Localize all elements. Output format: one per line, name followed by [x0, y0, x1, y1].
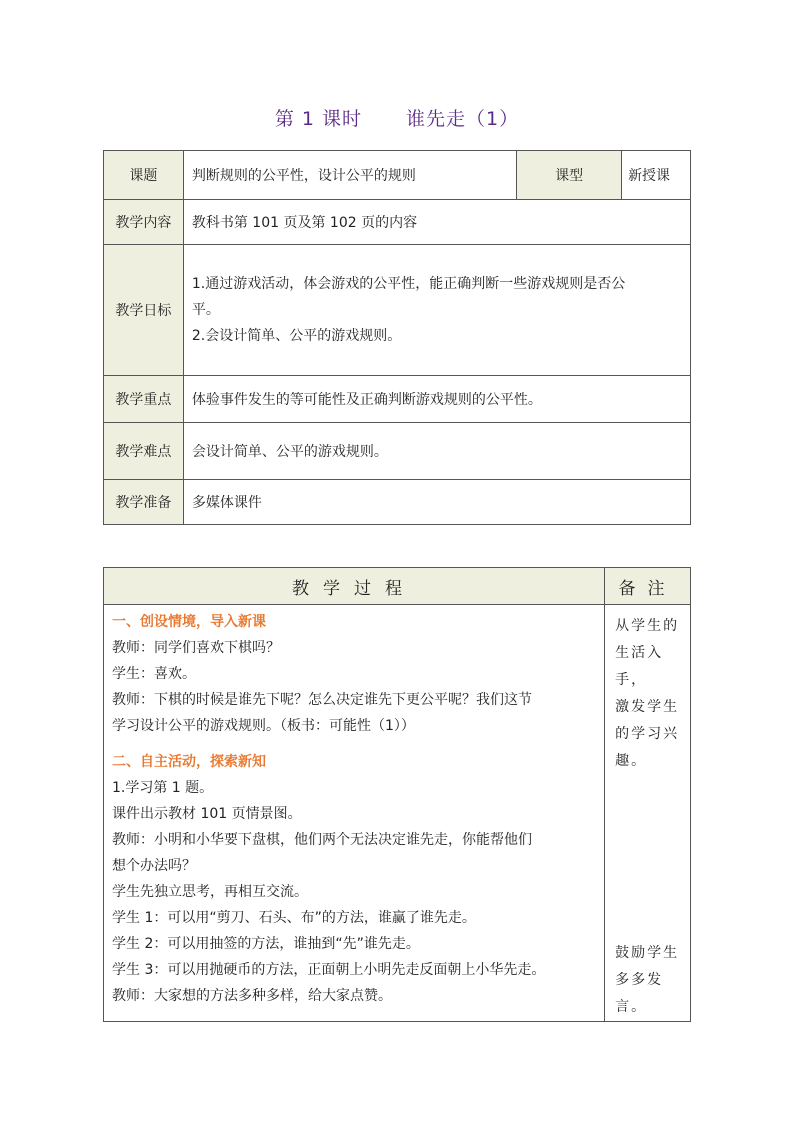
difficulty-label: 教学难点 [104, 423, 184, 480]
key-label: 教学重点 [104, 376, 184, 423]
key-value: 体验事件发生的等可能性及正确判断游戏规则的公平性。 [183, 376, 690, 423]
goal-value [183, 245, 690, 376]
content-label: 教学内容 [104, 200, 184, 245]
process-body-row [104, 605, 691, 1022]
note-line: 趣。 [615, 753, 648, 769]
process-line: 学生 1：可以用“剪刀、石头、布”的方法，谁赢了谁先走。 [112, 910, 476, 926]
content-value: 教科书第 101 页及第 102 页的内容 [183, 200, 690, 245]
process-line: 学习设计公平的游戏规则。（板书：可能性（1）） [112, 718, 415, 734]
process-line: 教师：下棋的时候是谁先下呢？怎么决定谁先下更公平呢？我们这节 [112, 692, 532, 708]
note-line: 从学生的 [615, 618, 680, 634]
difficulty-value: 会设计简单、公平的游戏规则。 [183, 423, 690, 480]
lesson-info-table [103, 150, 691, 525]
note-line: 多多发言。 [615, 972, 664, 1015]
process-line: 1.学习第 1 题。 [112, 780, 214, 796]
goal-line: 平。 [191, 302, 220, 318]
process-header-row [104, 568, 691, 605]
lesson-number: 第 1 课时 [274, 108, 363, 130]
process-line: 教师：大家想的方法多种多样，给大家点赞。 [112, 988, 392, 1004]
section-heading: 二、自主活动，探索新知 [112, 754, 266, 770]
prep-value: 多媒体课件 [183, 480, 690, 525]
process-line: 教师：小明和小华要下盘棋，他们两个无法决定谁先走，你能帮他们 [112, 832, 532, 848]
row-goals [104, 245, 691, 376]
notes-header: 备注 [605, 568, 691, 605]
note-line: 激发学生 [615, 699, 680, 715]
process-line: 学生 3：可以用抛硬币的方法，正面朝上小明先走反面朝上小华先走。 [112, 962, 546, 978]
process-line: 想个办法吗？ [112, 858, 196, 874]
row-key-points [104, 376, 691, 423]
process-line: 学生：喜欢。 [112, 666, 196, 682]
row-difficulty [104, 423, 691, 480]
process-line: 学生 2：可以用抽签的方法，谁抽到“先”谁先走。 [112, 936, 420, 952]
note-line: 的学习兴 [615, 726, 680, 742]
prep-label: 教学准备 [104, 480, 184, 525]
goal-label: 教学日标 [104, 245, 184, 376]
type-label: 课型 [517, 151, 622, 200]
process-line: 学生先独立思考，再相互交流。 [112, 884, 308, 900]
section-heading: 一、创设情境，导入新课 [112, 614, 266, 630]
process-line: 课件出示教材 101 页情景图。 [112, 806, 302, 822]
row-content [104, 200, 691, 245]
process-line: 教师：同学们喜欢下棋吗？ [112, 640, 280, 656]
type-value: 新授课 [622, 151, 691, 200]
process-content [104, 605, 605, 1022]
teaching-process-table [103, 567, 691, 1022]
row-topic [104, 151, 691, 200]
topic-label: 课题 [104, 151, 184, 200]
note-line: 生活入手， [615, 645, 664, 688]
goal-line: 2.会设计简单、公平的游戏规则。 [191, 328, 402, 344]
page-title [0, 104, 794, 131]
process-header: 教学过程 [104, 568, 605, 605]
note-line: 鼓励学生 [615, 945, 680, 961]
notes-column [605, 605, 691, 1022]
topic-value: 判断规则的公平性，设计公平的规则 [183, 151, 516, 200]
lesson-topic: 谁先走（1） [406, 108, 520, 130]
goal-line: 1.通过游戏活动，体会游戏的公平性，能正确判断一些游戏规则是否公 [191, 276, 626, 292]
row-prep [104, 480, 691, 525]
